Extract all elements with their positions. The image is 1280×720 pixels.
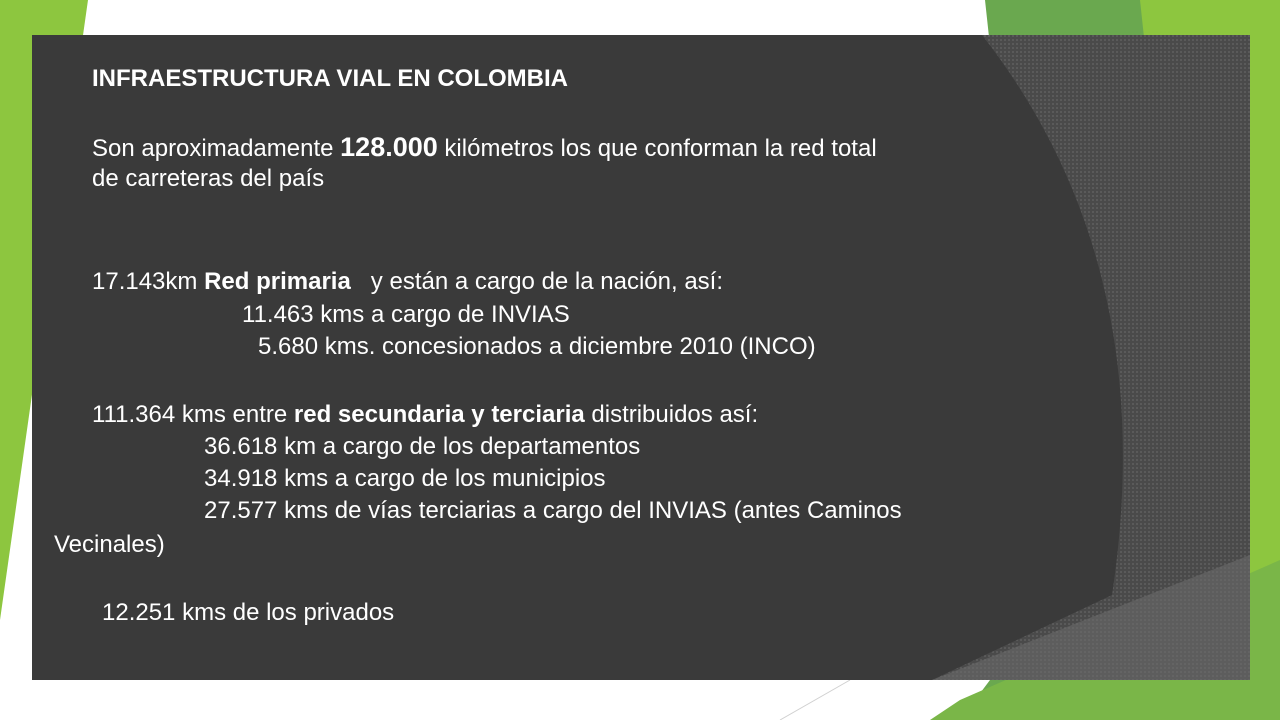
decorative-line <box>780 680 850 720</box>
intro-line-1 <box>92 133 877 163</box>
primary-item: 5.680 kms. concesionados a diciembre 2010 (INCO) <box>258 333 816 360</box>
intro-post: kilómetros los que conforman la red total <box>437 135 877 162</box>
private-line: 12.251 kms de los privados <box>102 599 395 626</box>
secondary-continuation: Vecinales) <box>54 531 165 558</box>
content-panel <box>32 35 1250 680</box>
primary-amount: 17.143km <box>92 268 205 295</box>
secondary-amount: 111.364 kms entre <box>92 401 294 428</box>
intro-pre: Son aproximadamente <box>92 135 341 162</box>
primary-label: Red primaria <box>204 268 351 295</box>
secondary-item: 34.918 kms a cargo de los municipios <box>204 465 606 492</box>
slide-content <box>32 35 1250 680</box>
secondary-rest: distribuidos así: <box>584 401 759 428</box>
intro-highlight: 128.000 <box>340 132 438 162</box>
primary-item: 11.463 kms a cargo de INVIAS <box>242 301 570 328</box>
primary-rest: y están a cargo de la nación, así: <box>350 268 724 295</box>
secondary-item: 36.618 km a cargo de los departamentos <box>204 433 641 460</box>
intro-line-2: de carreteras del país <box>92 165 325 192</box>
secondary-label: red secundaria y terciaria <box>293 401 585 428</box>
slide-title: INFRAESTRUCTURA VIAL EN COLOMBIA <box>92 65 568 92</box>
primary-heading <box>92 268 723 296</box>
secondary-heading <box>92 401 758 429</box>
secondary-item: 27.577 kms de vías terciarias a cargo del INVIAS (antes Caminos <box>204 497 902 524</box>
